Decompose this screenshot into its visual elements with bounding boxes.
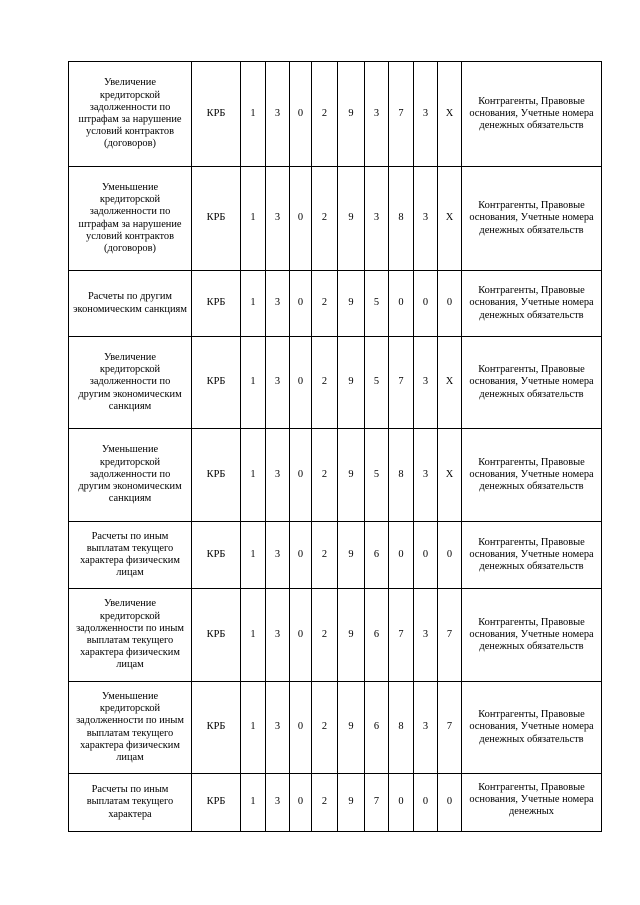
account-name-cell: Уменьшение кредиторской задолженности по иным выплатам текущего характера физическим лицам [69,682,192,774]
account-name-cell: Увеличение кредиторской задолженности по штрафам за нарушение условий контрактов (договоров) [69,62,192,167]
account-code-digit-cell: 0 [389,271,414,337]
account-code-digit-cell: 0 [290,429,312,522]
account-code-digit-cell: 3 [365,167,389,271]
kfo-cell: КРБ [192,62,241,167]
account-code-digit-cell: 7 [389,62,414,167]
account-name-cell: Увеличение кредиторской задолженности по иным выплатам текущего характера физическим лицам [69,589,192,682]
account-code-digit-cell: 3 [266,429,290,522]
accounts-table [68,61,602,832]
account-code-digit-cell: 1 [241,522,266,589]
account-code-digit-cell: 9 [338,429,365,522]
account-code-digit-cell: 9 [338,337,365,429]
account-code-digit-cell: 0 [290,682,312,774]
account-code-digit-cell: 3 [365,62,389,167]
account-code-digit-cell: 9 [338,271,365,337]
table-row [69,337,602,429]
account-code-digit-cell: X [438,167,462,271]
account-code-digit-cell: 2 [312,774,338,832]
table-row [69,522,602,589]
account-code-digit-cell: 1 [241,167,266,271]
account-code-digit-cell: 3 [266,774,290,832]
account-code-digit-cell: 9 [338,522,365,589]
account-code-digit-cell: 0 [290,167,312,271]
account-code-digit-cell: 3 [266,682,290,774]
account-code-digit-cell: 2 [312,62,338,167]
account-name-cell: Расчеты по иным выплатам текущего характера [69,774,192,832]
kfo-cell: КРБ [192,429,241,522]
account-code-digit-cell: 0 [290,774,312,832]
account-code-digit-cell: 2 [312,589,338,682]
account-code-digit-cell: 7 [389,589,414,682]
account-code-digit-cell: 0 [438,522,462,589]
account-code-digit-cell: 9 [338,682,365,774]
analytics-cell: Контрагенты, Правовые основания, Учетные номера денежных обязательств [462,167,602,271]
analytics-cell: Контрагенты, Правовые основания, Учетные номера денежных обязательств [462,589,602,682]
account-code-digit-cell: 2 [312,682,338,774]
account-code-digit-cell: 3 [266,589,290,682]
account-code-digit-cell: 1 [241,337,266,429]
account-code-digit-cell: 7 [438,682,462,774]
account-name-cell: Расчеты по другим экономическим санкциям [69,271,192,337]
account-code-digit-cell: 3 [266,522,290,589]
account-code-digit-cell: 2 [312,429,338,522]
account-code-digit-cell: 8 [389,429,414,522]
analytics-cell: Контрагенты, Правовые основания, Учетные номера денежных [462,774,602,832]
account-code-digit-cell: 3 [414,167,438,271]
kfo-cell: КРБ [192,682,241,774]
accounts-table-body [69,62,602,832]
kfo-cell: КРБ [192,589,241,682]
account-code-digit-cell: 3 [414,682,438,774]
table-row [69,589,602,682]
account-code-digit-cell: 0 [290,522,312,589]
kfo-cell: КРБ [192,167,241,271]
account-code-digit-cell: 0 [414,522,438,589]
account-code-digit-cell: 1 [241,271,266,337]
account-code-digit-cell: 9 [338,167,365,271]
table-row [69,429,602,522]
account-code-digit-cell: 1 [241,62,266,167]
account-code-digit-cell: 2 [312,337,338,429]
account-code-digit-cell: 3 [414,62,438,167]
account-name-cell: Расчеты по иным выплатам текущего характера физическим лицам [69,522,192,589]
account-code-digit-cell: 8 [389,167,414,271]
account-code-digit-cell: X [438,337,462,429]
kfo-cell: КРБ [192,774,241,832]
analytics-cell: Контрагенты, Правовые основания, Учетные номера денежных обязательств [462,337,602,429]
account-code-digit-cell: 0 [290,62,312,167]
account-code-digit-cell: 8 [389,682,414,774]
table-row [69,682,602,774]
account-code-digit-cell: 9 [338,589,365,682]
account-code-digit-cell: X [438,429,462,522]
account-code-digit-cell: 0 [290,589,312,682]
account-code-digit-cell: 7 [438,589,462,682]
account-code-digit-cell: 5 [365,271,389,337]
kfo-cell: КРБ [192,522,241,589]
account-code-digit-cell: 0 [290,271,312,337]
account-code-digit-cell: 3 [266,62,290,167]
analytics-cell: Контрагенты, Правовые основания, Учетные номера денежных обязательств [462,522,602,589]
account-code-digit-cell: 5 [365,429,389,522]
account-code-digit-cell: 6 [365,589,389,682]
account-code-digit-cell: 0 [414,271,438,337]
account-code-digit-cell: 3 [414,429,438,522]
account-code-digit-cell: 1 [241,429,266,522]
account-code-digit-cell: 6 [365,682,389,774]
analytics-cell: Контрагенты, Правовые основания, Учетные номера денежных обязательств [462,682,602,774]
account-code-digit-cell: 3 [414,337,438,429]
kfo-cell: КРБ [192,337,241,429]
analytics-cell: Контрагенты, Правовые основания, Учетные номера денежных обязательств [462,271,602,337]
account-code-digit-cell: 3 [266,271,290,337]
account-name-cell: Уменьшение кредиторской задолженности по другим экономическим санкциям [69,429,192,522]
account-code-digit-cell: 0 [290,337,312,429]
table-row [69,62,602,167]
table-row [69,774,602,832]
account-name-cell: Увеличение кредиторской задолженности по другим экономическим санкциям [69,337,192,429]
account-code-digit-cell: 1 [241,774,266,832]
account-code-digit-cell: X [438,62,462,167]
table-row [69,271,602,337]
account-code-digit-cell: 2 [312,167,338,271]
account-code-digit-cell: 2 [312,271,338,337]
account-code-digit-cell: 9 [338,62,365,167]
account-code-digit-cell: 7 [365,774,389,832]
account-code-digit-cell: 0 [438,774,462,832]
account-code-digit-cell: 0 [414,774,438,832]
account-code-digit-cell: 0 [389,774,414,832]
account-code-digit-cell: 5 [365,337,389,429]
account-code-digit-cell: 3 [414,589,438,682]
account-code-digit-cell: 3 [266,167,290,271]
account-code-digit-cell: 1 [241,682,266,774]
analytics-cell: Контрагенты, Правовые основания, Учетные номера денежных обязательств [462,429,602,522]
account-code-digit-cell: 7 [389,337,414,429]
account-code-digit-cell: 0 [438,271,462,337]
account-code-digit-cell: 1 [241,589,266,682]
account-code-digit-cell: 6 [365,522,389,589]
account-name-cell: Уменьшение кредиторской задолженности по штрафам за нарушение условий контрактов (договоров) [69,167,192,271]
kfo-cell: КРБ [192,271,241,337]
account-code-digit-cell: 3 [266,337,290,429]
account-code-digit-cell: 2 [312,522,338,589]
table-row [69,167,602,271]
account-code-digit-cell: 9 [338,774,365,832]
account-code-digit-cell: 0 [389,522,414,589]
analytics-cell: Контрагенты, Правовые основания, Учетные номера денежных обязательств [462,62,602,167]
